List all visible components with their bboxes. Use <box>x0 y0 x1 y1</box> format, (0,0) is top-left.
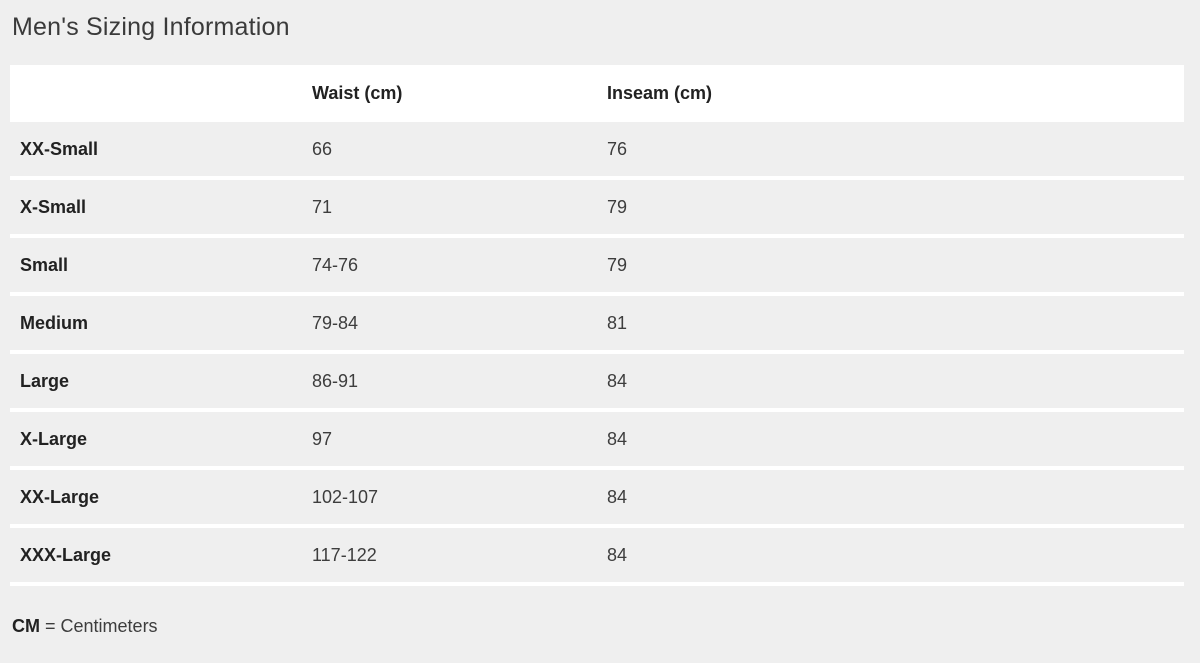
inseam-value: 81 <box>597 296 1184 354</box>
inseam-value: 84 <box>597 528 1184 586</box>
sizing-table-body <box>10 122 1184 586</box>
table-row <box>10 238 1184 296</box>
column-header-waist: Waist (cm) <box>302 65 597 122</box>
size-label: XXX-Large <box>10 528 302 586</box>
inseam-value: 84 <box>597 412 1184 470</box>
inseam-value: 79 <box>597 180 1184 238</box>
waist-value: 71 <box>302 180 597 238</box>
size-label: X-Small <box>10 180 302 238</box>
waist-value: 97 <box>302 412 597 470</box>
inseam-value: 84 <box>597 354 1184 412</box>
waist-value: 79-84 <box>302 296 597 354</box>
cm-definition: = Centimeters <box>45 616 158 636</box>
page-title: Men's Sizing Information <box>12 13 290 41</box>
size-label: X-Large <box>10 412 302 470</box>
waist-value: 102-107 <box>302 470 597 528</box>
cm-abbreviation: CM <box>12 616 40 636</box>
table-row <box>10 122 1184 180</box>
inseam-value: 76 <box>597 122 1184 180</box>
cm-footnote <box>12 616 1200 637</box>
table-row <box>10 354 1184 412</box>
waist-value: 74-76 <box>302 238 597 296</box>
size-label: Large <box>10 354 302 412</box>
table-row <box>10 528 1184 586</box>
size-label: XX-Large <box>10 470 302 528</box>
column-header-inseam: Inseam (cm) <box>597 65 1184 122</box>
inseam-value: 84 <box>597 470 1184 528</box>
size-label: Small <box>10 238 302 296</box>
table-row <box>10 180 1184 238</box>
size-label: XX-Small <box>10 122 302 180</box>
table-row <box>10 470 1184 528</box>
table-row <box>10 412 1184 470</box>
sizing-table <box>10 65 1184 586</box>
table-row <box>10 296 1184 354</box>
inseam-value: 79 <box>597 238 1184 296</box>
waist-value: 66 <box>302 122 597 180</box>
sizing-table-header <box>10 65 1184 122</box>
size-label: Medium <box>10 296 302 354</box>
waist-value: 117-122 <box>302 528 597 586</box>
waist-value: 86-91 <box>302 354 597 412</box>
column-header-size <box>10 65 302 122</box>
header-row <box>10 65 1184 122</box>
